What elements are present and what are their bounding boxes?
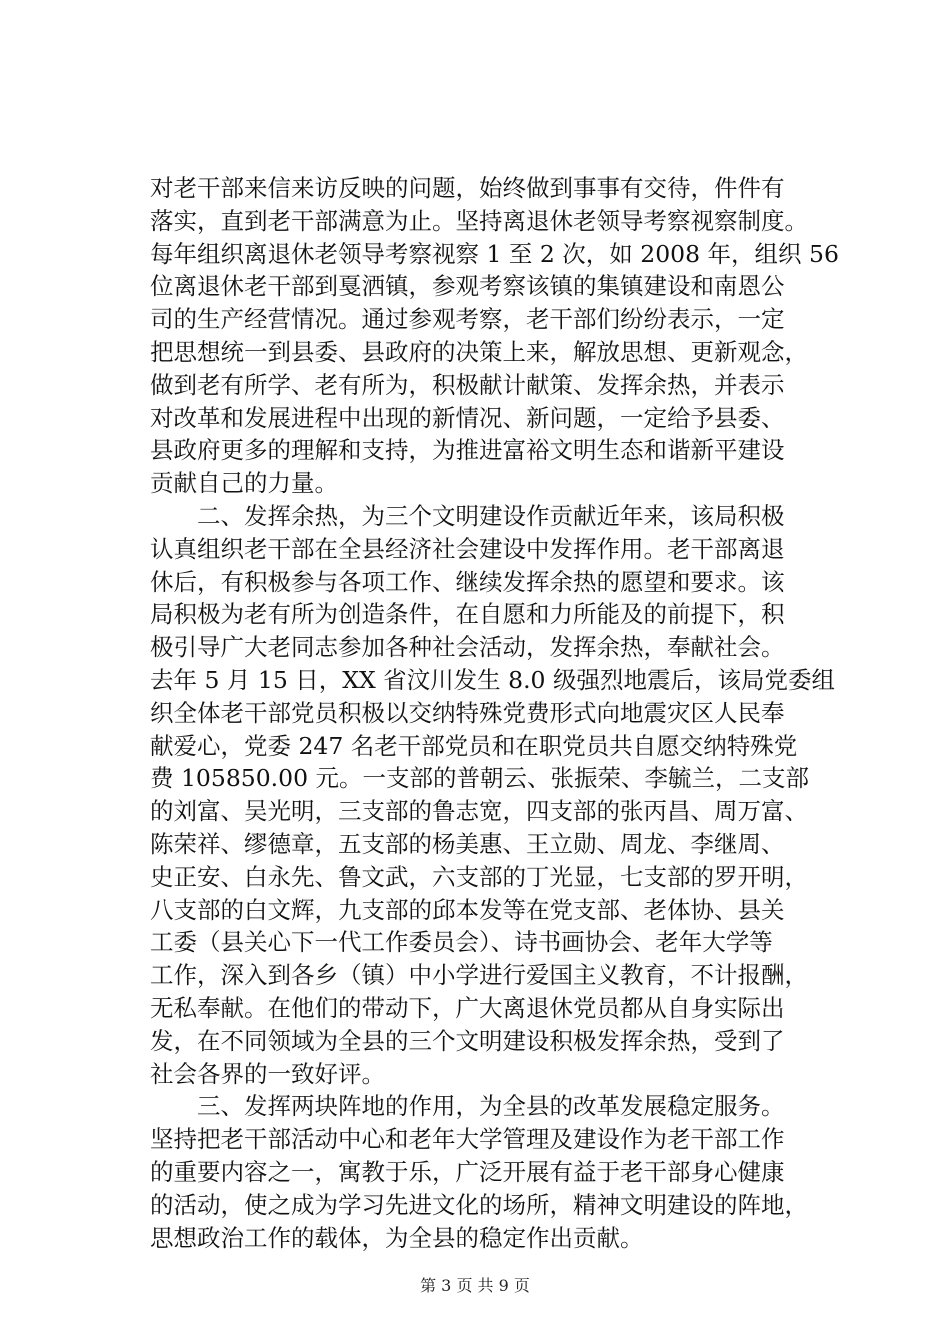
text-line: 社会各界的一致好评。 [150, 1059, 385, 1088]
text-line: 局积极为老有所为创造条件，在自愿和力所能及的前提下，积 [150, 600, 785, 629]
text-line: 八支部的白文辉，九支部的邱本发等在党支部、老体协、县关 [150, 895, 785, 924]
text-line: 无私奉献。在他们的带动下，广大离退休党员都从自身实际出 [150, 993, 785, 1022]
text-line: 司的生产经营情况。通过参观考察，老干部们纷纷表示，一定 [150, 305, 785, 334]
text-line: 织全体老干部党员积极以交纳特殊党费形式向地震灾区人民奉 [150, 698, 785, 727]
text-line: 认真组织老干部在全县经济社会建设中发挥作用。老干部离退 [150, 534, 785, 563]
text-line: 对老干部来信来访反映的问题，始终做到事事有交待，件件有 [150, 174, 785, 202]
text-line: 落实，直到老干部满意为止。坚持离退休老领导考察视察制度。 [150, 206, 808, 235]
text-line: 坚持把老干部活动中心和老年大学管理及建设作为老干部工作 [150, 1125, 785, 1154]
text-line: 的刘富、吴光明，三支部的鲁志宽，四支部的张丙昌、周万富、 [150, 797, 808, 826]
document-body [150, 172, 839, 1254]
text-line: 县政府更多的理解和支持，为推进富裕文明生态和谐新平建设 [150, 436, 785, 465]
text-line: 把思想统一到县委、县政府的决策上来，解放思想、更新观念， [150, 337, 808, 366]
text-line: 发，在不同领域为全县的三个文明建设积极发挥余热，受到了 [150, 1026, 785, 1055]
text-line: 位离退休老干部到戛洒镇，参观考察该镇的集镇建设和南恩公 [150, 272, 785, 301]
text-line: 献爱心，党委 247 名老干部党员和在职党员共自愿交纳特殊党 [150, 731, 798, 760]
text-line: 费 105850.00 元。一支部的普朝云、张振荣、李毓兰，二支部 [150, 764, 810, 793]
text-line: 的活动，使之成为学习先进文化的场所，精神文明建设的阵地， [150, 1190, 808, 1219]
text-line: 贡献自己的力量。 [150, 469, 338, 498]
text-line: 去年 5 月 15 日，XX 省汶川发生 8.0 级强烈地震后，该局党委组 [150, 665, 835, 694]
text-line: 陈荣祥、缪德章，五支部的杨美惠、王立勋、周龙、李继周、 [150, 829, 785, 858]
text-line: 的重要内容之一，寓教于乐，广泛开展有益于老干部身心健康 [150, 1157, 785, 1186]
text-line: 对改革和发展进程中出现的新情况、新问题，一定给予县委、 [150, 403, 785, 432]
text-line: 每年组织离退休老领导考察视察 1 至 2 次，如 2008 年，组织 56 [150, 239, 839, 268]
page-number-footer: 第 3 页 共 9 页 [420, 1276, 530, 1295]
text-line: 史正安、白永先、鲁文武，六支部的丁光显，七支部的罗开明， [150, 862, 808, 891]
text-line: 三、发挥两块阵地的作用，为全县的改革发展稳定服务。 [150, 1092, 785, 1121]
text-line: 极引导广大老同志参加各种社会活动，发挥余热，奉献社会。 [150, 633, 785, 662]
text-line: 思想政治工作的载体，为全县的稳定作出贡献。 [150, 1223, 644, 1252]
text-line: 二、发挥余热，为三个文明建设作贡献近年来，该局积极 [150, 501, 785, 530]
text-line: 工作，深入到各乡（镇）中小学进行爱国主义教育，不计报酬， [150, 961, 808, 990]
text-line: 做到老有所学、老有所为，积极献计献策、发挥余热，并表示 [150, 370, 785, 399]
text-line: 休后，有积极参与各项工作、继续发挥余热的愿望和要求。该 [150, 567, 785, 596]
text-line: 工委（县关心下一代工作委员会）、诗书画协会、老年大学等 [150, 928, 773, 957]
